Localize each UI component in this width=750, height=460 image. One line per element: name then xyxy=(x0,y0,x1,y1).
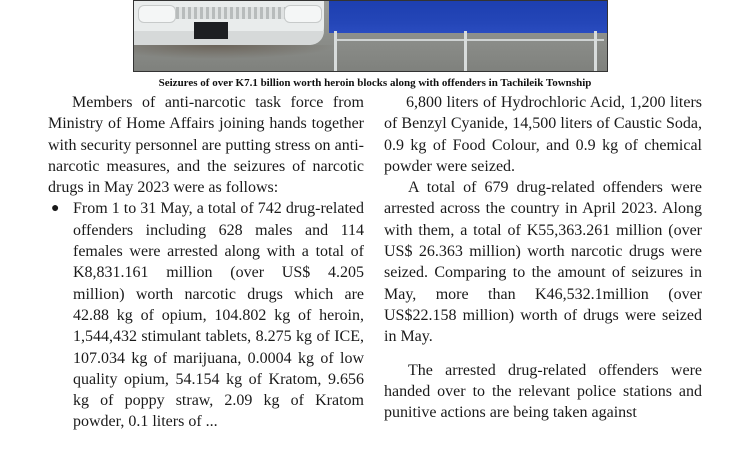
photo-van xyxy=(134,1,324,45)
chemicals-paragraph: 6,800 liters of Hydrochloric Acid, 1,200 liters of Benzyl Cyanide, 14,500 liters of Caustic Soda, 0.9 kg of Food Colour, and 0.9 kg of chemical powder were seized. xyxy=(384,94,702,175)
van-bumper xyxy=(134,31,324,45)
intro-paragraph: Members of anti-narcotic task force from Ministry of Home Affairs joining hands together with security personnel are putting stress on anti-narcotic measures, and the seizures of narcotic drugs in May 2023 were as follows: xyxy=(48,94,364,197)
photo-blue-table xyxy=(329,1,607,33)
right-column xyxy=(384,92,702,423)
van-headlight-right xyxy=(284,5,322,23)
photo-table-leg xyxy=(594,31,597,71)
photo-table-leg xyxy=(464,31,467,71)
bullet-icon: ● xyxy=(51,201,60,217)
seizure-photo xyxy=(133,0,608,72)
left-column xyxy=(48,92,364,433)
bullet-item xyxy=(48,198,364,432)
photo-shadow xyxy=(134,45,339,59)
van-headlight-left xyxy=(138,5,176,23)
van-license-plate xyxy=(194,22,228,39)
bullet-text: From 1 to 31 May, a total of 742 drug-related offenders including 628 males and 114 females were arrested along with a total of K8,831.161 million (over US$ 4.205 million) worth narcotic drugs which are 42.88 kg of opium, 104.802 kg of heroin, 1,544,432 stimulant tablets, 8.275 kg of ICE, 107.034 kg of marijuana, 0.0004 kg of low quality opium, 54.154 kg of Kratom, 9.656 kg of poppy straw, 2.09 kg of Kratom powder, 0.1 liters of ... xyxy=(73,200,364,431)
photo-table-bar xyxy=(334,39,604,41)
photo-table-leg xyxy=(334,31,337,71)
offenders-handover-paragraph: The arrested drug-related offenders were handed over to the relevant police stations and punitive actions are being taken against xyxy=(384,361,702,422)
april-comparison-paragraph: A total of 679 drug-related offenders were arrested across the country in April 2023. Along with them, a total of K55,363.261 million (over US$ 26.363 million) worth narcotic drugs were seized. Comparing to the amount of seizures in May, more than K46,532.1million (over US$22.158 million) worth of drugs were seized in May. xyxy=(384,179,702,346)
photo-caption: Seizures of over K7.1 billion worth heroin blocks along with offenders in Tachileik Township xyxy=(158,77,592,89)
